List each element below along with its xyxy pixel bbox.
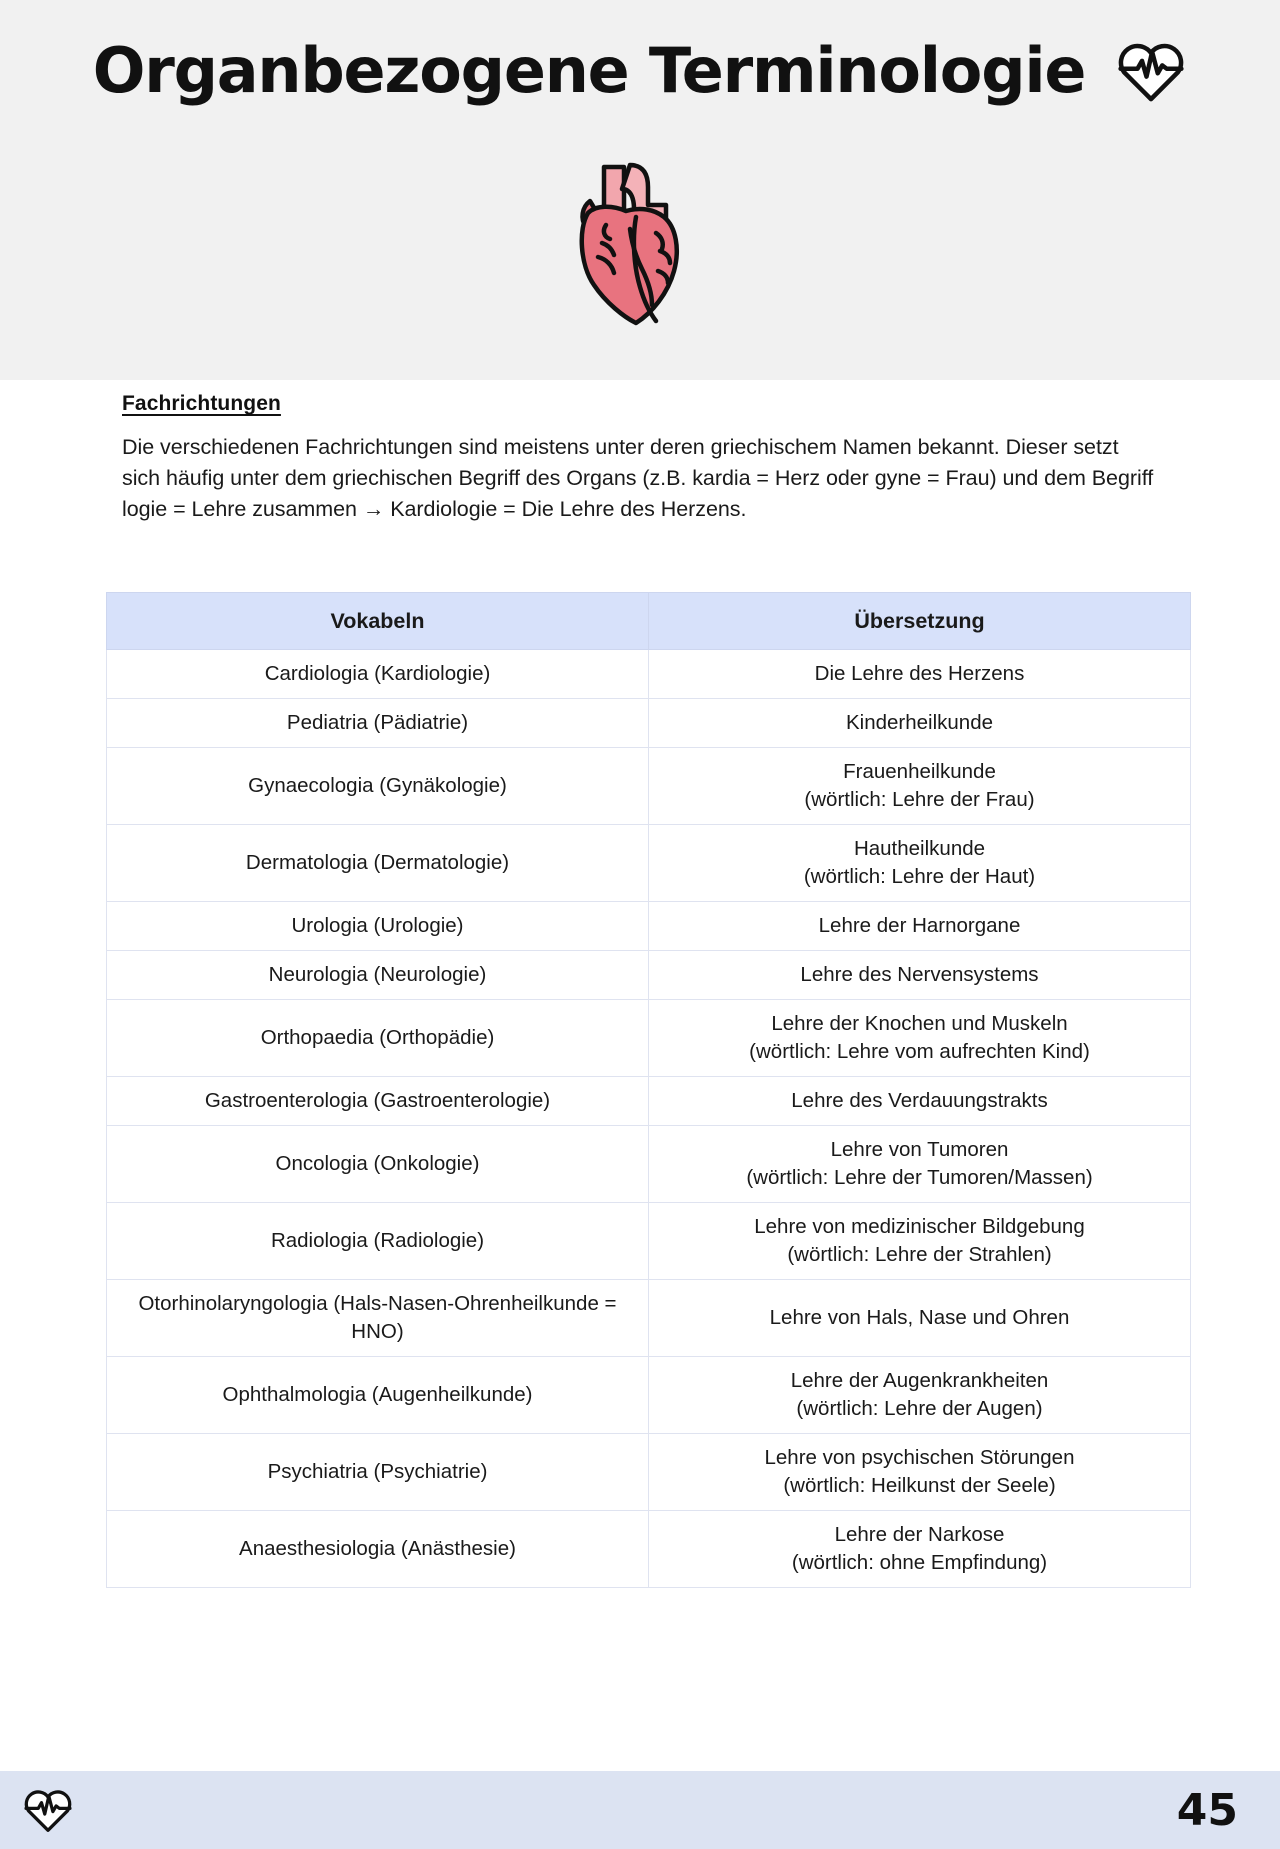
cell-uebersetzung-literal: (wörtlich: Heilkunst der Seele) <box>783 1474 1056 1497</box>
cell-uebersetzung <box>649 1357 1191 1434</box>
cell-uebersetzung-main: Lehre von psychischen Störungen <box>764 1446 1075 1469</box>
cell-uebersetzung <box>649 699 1191 748</box>
cell-uebersetzung-literal: (wörtlich: Lehre der Strahlen) <box>787 1243 1052 1266</box>
cell-vokabel: Anaesthesiologia (Anästhesie) <box>107 1511 649 1588</box>
table-head <box>107 593 1191 650</box>
cell-uebersetzung-main: Lehre der Harnorgane <box>818 914 1021 937</box>
table-row <box>107 1000 1191 1077</box>
cell-vokabel: Ophthalmologia (Augenheilkunde) <box>107 1357 649 1434</box>
table-header-row <box>107 593 1191 650</box>
table-row <box>107 650 1191 699</box>
cell-vokabel: Psychiatria (Psychiatrie) <box>107 1434 649 1511</box>
cell-uebersetzung-main: Lehre von medizinischer Bildgebung <box>754 1215 1085 1238</box>
heart-pulse-icon <box>22 1785 74 1835</box>
cell-uebersetzung-main: Lehre von Tumoren <box>830 1138 1009 1161</box>
cell-vokabel: Oncologia (Onkologie) <box>107 1126 649 1203</box>
cell-uebersetzung-literal: (wörtlich: Lehre der Frau) <box>804 788 1035 811</box>
cell-vokabel: Orthopaedia (Orthopädie) <box>107 1000 649 1077</box>
cell-uebersetzung-literal: (wörtlich: Lehre der Augen) <box>796 1397 1043 1420</box>
cell-uebersetzung <box>649 748 1191 825</box>
cell-uebersetzung-literal: (wörtlich: Lehre vom aufrechten Kind) <box>749 1040 1090 1063</box>
cell-uebersetzung-main: Lehre der Narkose <box>834 1523 1005 1546</box>
cell-vokabel: Neurologia (Neurologie) <box>107 951 649 1000</box>
cell-uebersetzung <box>649 1434 1191 1511</box>
anatomical-heart-illustration <box>560 155 720 333</box>
cell-vokabel: Urologia (Urologie) <box>107 902 649 951</box>
cell-uebersetzung-main: Kinderheilkunde <box>845 711 994 734</box>
table-row <box>107 902 1191 951</box>
column-header-uebersetzung: Übersetzung <box>649 593 1191 650</box>
cell-vokabel: Pediatria (Pädiatrie) <box>107 699 649 748</box>
table-row <box>107 1434 1191 1511</box>
page-footer-band <box>0 1771 1280 1849</box>
cell-uebersetzung <box>649 650 1191 699</box>
vocabulary-table-wrap <box>106 592 1191 1588</box>
header-illustration-wrap <box>0 155 1280 333</box>
table-row <box>107 1357 1191 1434</box>
cell-uebersetzung <box>649 1511 1191 1588</box>
cell-uebersetzung-literal: (wörtlich: Lehre der Haut) <box>803 865 1036 888</box>
cell-vokabel: Cardiologia (Kardiologie) <box>107 650 649 699</box>
table-row <box>107 1511 1191 1588</box>
cell-uebersetzung-main: Lehre von Hals, Nase und Ohren <box>769 1306 1070 1329</box>
cell-uebersetzung-main: Hautheilkunde <box>853 837 986 860</box>
cell-uebersetzung-literal: (wörtlich: Lehre der Tumoren/Massen) <box>746 1166 1093 1189</box>
table-row <box>107 1203 1191 1280</box>
column-header-vokabeln: Vokabeln <box>107 593 649 650</box>
intro-paragraph: Die verschiedenen Fachrichtungen sind meistens unter deren griechischem Namen bekannt. Dieser setzt sich häufig unter dem griechischen Begriff des Organs (z.B. kardia = Herz oder gyne = Frau) und dem Begriff logie = Lehre zusammen → Kardiologie = Die Lehre des Herzens. <box>122 435 1154 521</box>
cell-uebersetzung <box>649 1280 1191 1357</box>
cell-uebersetzung-main: Lehre der Knochen und Muskeln <box>771 1012 1068 1035</box>
cell-uebersetzung <box>649 825 1191 902</box>
table-row <box>107 1280 1191 1357</box>
table-row <box>107 951 1191 1000</box>
cell-vokabel: Gynaecologia (Gynäkologie) <box>107 748 649 825</box>
table-body <box>107 650 1191 1588</box>
cell-uebersetzung-main: Die Lehre des Herzens <box>814 662 1025 685</box>
cell-uebersetzung <box>649 1000 1191 1077</box>
page-title: Organbezogene Terminologie <box>92 34 1086 108</box>
cell-uebersetzung <box>649 1126 1191 1203</box>
section-heading-fachrichtungen: Fachrichtungen <box>122 392 281 415</box>
table-row <box>107 825 1191 902</box>
heart-pulse-icon <box>1115 38 1187 104</box>
cell-vokabel: Otorhinolaryngologia (Hals-Nasen-Ohrenheilkunde = HNO) <box>107 1280 649 1357</box>
header-title-row <box>0 34 1280 108</box>
page-number: 45 <box>1176 1784 1238 1836</box>
cell-uebersetzung-main: Frauenheilkunde <box>843 760 996 783</box>
cell-uebersetzung <box>649 1203 1191 1280</box>
page-header-band <box>0 0 1280 380</box>
table-row <box>107 748 1191 825</box>
cell-uebersetzung <box>649 1077 1191 1126</box>
cell-uebersetzung-main: Lehre des Verdauungstrakts <box>791 1089 1048 1112</box>
table-row <box>107 699 1191 748</box>
cell-uebersetzung-main: Lehre des Nervensystems <box>800 963 1039 986</box>
vocabulary-table <box>106 592 1191 1588</box>
cell-uebersetzung <box>649 951 1191 1000</box>
cell-vokabel: Dermatologia (Dermatologie) <box>107 825 649 902</box>
cell-vokabel: Gastroenterologia (Gastroenterologie) <box>107 1077 649 1126</box>
cell-uebersetzung <box>649 902 1191 951</box>
cell-uebersetzung-literal: (wörtlich: ohne Empfindung) <box>791 1551 1048 1574</box>
cell-uebersetzung-main: Lehre der Augenkrankheiten <box>790 1369 1049 1392</box>
table-row <box>107 1126 1191 1203</box>
cell-vokabel: Radiologia (Radiologie) <box>107 1203 649 1280</box>
table-row <box>107 1077 1191 1126</box>
